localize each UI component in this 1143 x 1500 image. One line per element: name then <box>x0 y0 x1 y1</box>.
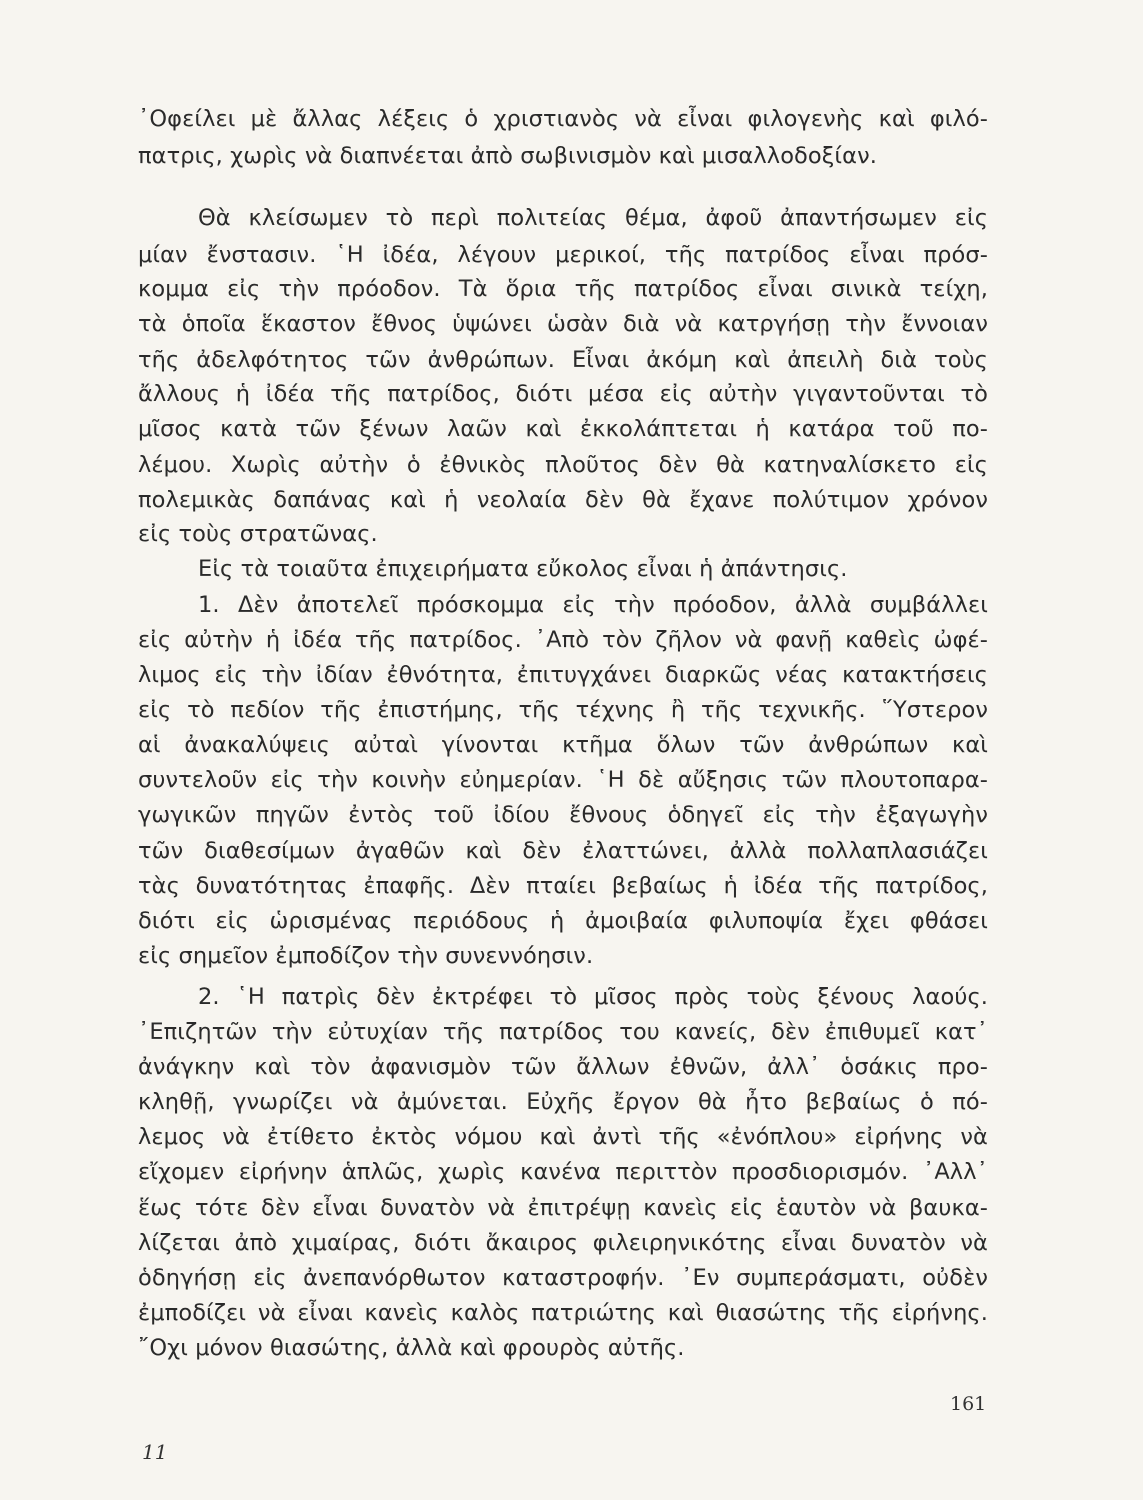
text-line: εἰς τὸ πεδίον τῆς ἐπιστήμης, τῆς τέχνης ἢ τῆς τεχνικῆς. ῞Υστερον <box>138 697 988 723</box>
text-line: ῎Οχι μόνον θιασώτης, ἀλλὰ καὶ φρουρὸς αὐτῆς. <box>138 1335 685 1361</box>
text-line: γωγικῶν πηγῶν ἐντὸς τοῦ ἰδίου ἔθνους ὁδηγεῖ εἰς τὴν ἐξαγωγὴν <box>138 802 988 828</box>
text-line: εἰς σημεῖον ἐμποδίζον τὴν συνεννόησιν. <box>138 943 594 969</box>
text-line: λέμου. Χωρὶς αὐτὴν ὁ ἐθνικὸς πλοῦτος δὲν θὰ κατηναλίσκετο εἰς <box>138 452 988 478</box>
signature-mark: 11 <box>142 1440 168 1464</box>
text-line: τὰ ὁποῖα ἕκαστον ἔθνος ὑψώνει ὡσὰν διὰ νὰ κατργήσῃ τὴν ἔννοιαν <box>138 311 988 337</box>
text-line: τὰς δυνατότητας ἐπαφῆς. Δὲν πταίει βεβαίως ἡ ἰδέα τῆς πατρίδος, <box>138 873 988 899</box>
page-number: 161 <box>950 1393 987 1415</box>
text-line: 1. Δὲν ἀποτελεῖ πρόσκομμα εἰς τὴν πρόοδον, ἀλλὰ συμβάλλει <box>198 592 988 618</box>
text-line: διότι εἰς ὡρισμένας περιόδους ἡ ἀμοιβαία φιλυποψία ἔχει φθάσει <box>138 908 988 934</box>
text-line: λίζεται ἀπὸ χιμαίρας, διότι ἄκαιρος φιλειρηνικότης εἶναι δυνατὸν νὰ <box>138 1230 988 1256</box>
text-line: μῖσος κατὰ τῶν ξένων λαῶν καὶ ἐκκολάπτεται ἡ κατάρα τοῦ πο- <box>138 416 988 442</box>
text-line: τῶν διαθεσίμων ἀγαθῶν καὶ δὲν ἐλαττώνει, ἀλλὰ πολλαπλασιάζει <box>138 838 988 864</box>
text-line: ᾿Οφείλει μὲ ἄλλας λέξεις ὁ χριστιανὸς νὰ εἶναι φιλογενὴς καὶ φιλό- <box>138 106 988 132</box>
text-line: Εἰς τὰ τοιαῦτα ἐπιχειρήματα εὔκολος εἶναι ἡ ἀπάντησις. <box>198 556 848 582</box>
text-line: ἐμποδίζει νὰ εἶναι κανεὶς καλὸς πατριώτης καὶ θιασώτης τῆς εἰρήνης. <box>138 1300 988 1326</box>
text-line: ᾿Επιζητῶν τὴν εὐτυχίαν τῆς πατρίδος του κανείς, δὲν ἐπιθυμεῖ κατ᾿ <box>138 1019 988 1045</box>
text-line: εἰς τοὺς στρατῶνας. <box>138 521 378 547</box>
text-line: κομμα εἰς τὴν πρόοδον. Τὰ ὅρια τῆς πατρίδος εἶναι σινικὰ τείχη, <box>138 276 988 302</box>
text-line: ἄλλους ἡ ἰδέα τῆς πατρίδος, διότι μέσα εἰς αὐτὴν γιγαντοῦνται τὸ <box>138 381 988 407</box>
text-line: συντελοῦν εἰς τὴν κοινὴν εὐημερίαν. ῾Η δὲ αὔξησις τῶν πλουτοπαρα- <box>138 767 988 793</box>
text-line: εἴχομεν εἰρήνην ἁπλῶς, χωρὶς κανένα περιττὸν προσδιορισμόν. ᾿Αλλ᾿ <box>138 1159 988 1185</box>
text-line: κληθῇ, γνωρίζει νὰ ἀμύνεται. Εὐχῆς ἔργον θὰ ἦτο βεβαίως ὁ πό- <box>138 1089 988 1115</box>
text-line: λεμος νὰ ἐτίθετο ἐκτὸς νόμου καὶ ἀντὶ τῆς «ἐνόπλου» εἰρήνης νὰ <box>138 1124 988 1150</box>
text-line: λιμος εἰς τὴν ἰδίαν ἐθνότητα, ἐπιτυγχάνει διαρκῶς νέας κατακτήσεις <box>138 662 988 688</box>
text-line: εἰς αὐτὴν ἡ ἰδέα τῆς πατρίδος. ᾿Απὸ τὸν ζῆλον νὰ φανῇ καθεὶς ὠφέ- <box>138 627 988 653</box>
text-line: ἀνάγκην καὶ τὸν ἀφανισμὸν τῶν ἄλλων ἐθνῶν, ἀλλ᾿ ὁσάκις προ- <box>138 1054 988 1080</box>
text-line: αἱ ἀνακαλύψεις αὐταὶ γίνονται κτῆμα ὅλων τῶν ἀνθρώπων καὶ <box>138 732 988 758</box>
text-line: ἕως τότε δὲν εἶναι δυνατὸν νὰ ἐπιτρέψῃ κανεὶς εἰς ἑαυτὸν νὰ βαυκα- <box>138 1195 988 1221</box>
text-line: πατρις, χωρὶς νὰ διαπνέεται ἀπὸ σωβινισμὸν καὶ μισαλλοδοξίαν. <box>138 143 877 169</box>
text-line: ὁδηγήσῃ εἰς ἀνεπανόρθωτον καταστροφήν. ᾿Εν συμπεράσματι, οὐδὲν <box>138 1265 988 1291</box>
text-line: τῆς ἀδελφότητος τῶν ἀνθρώπων. Εἶναι ἀκόμη καὶ ἀπειλὴ διὰ τοὺς <box>138 347 988 373</box>
text-line: 2. ῾Η πατρὶς δὲν ἐκτρέφει τὸ μῖσος πρὸς τοὺς ξένους λαούς. <box>198 984 988 1010</box>
text-line: πολεμικὰς δαπάνας καὶ ἡ νεολαία δὲν θὰ ἔχανε πολύτιμον χρόνον <box>138 487 988 513</box>
text-line: Θὰ κλείσωμεν τὸ περὶ πολιτείας θέμα, ἀφοῦ ἀπαντήσωμεν εἰς <box>198 205 988 231</box>
text-line: μίαν ἔνστασιν. ῾Η ἰδέα, λέγουν μερικοί, τῆς πατρίδος εἶναι πρόσ- <box>138 242 988 268</box>
